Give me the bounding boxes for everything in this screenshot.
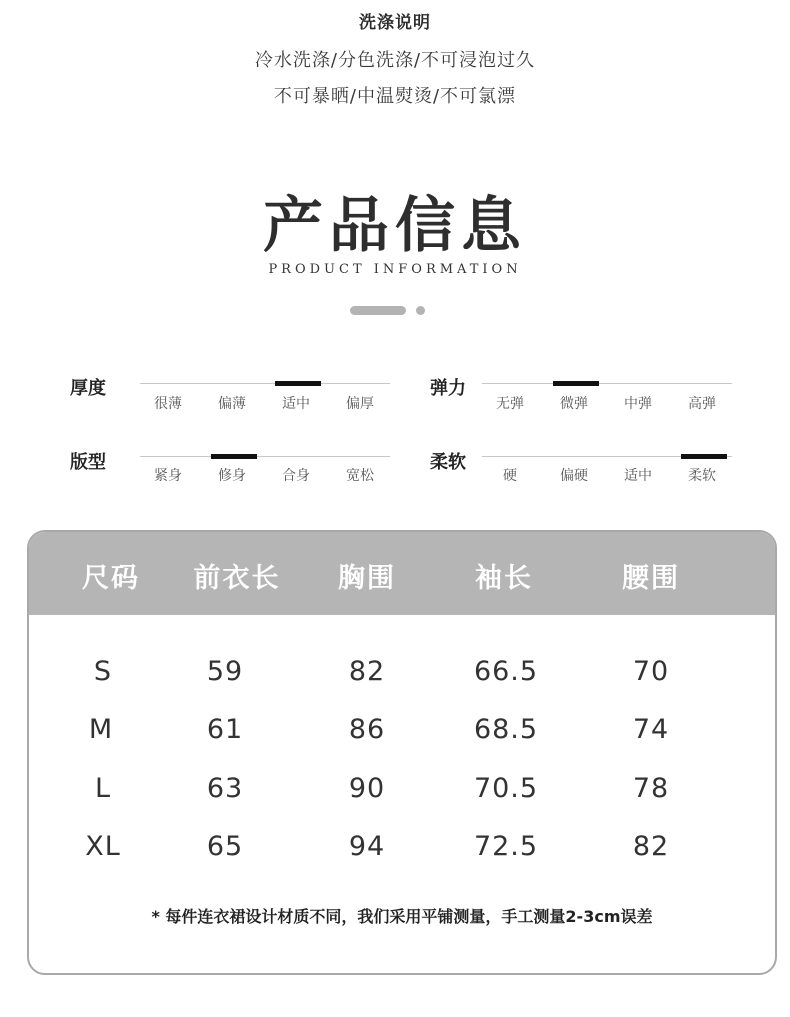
- table-cell: M: [88, 714, 114, 745]
- table-cell: 70: [632, 656, 670, 687]
- table-cell: XL: [85, 831, 121, 862]
- column-header-front-length: 前衣长: [193, 563, 281, 594]
- table-cell: 94: [348, 831, 386, 862]
- table-cell: 65: [206, 831, 244, 862]
- table-cell: 63: [206, 773, 244, 804]
- scale-option: 宽松: [346, 468, 374, 484]
- decorative-pill: [350, 306, 406, 315]
- scale-option: 柔软: [688, 468, 716, 484]
- table-cell: 82: [632, 831, 670, 862]
- table-cell: 59: [206, 656, 244, 687]
- measurement-note: * 每件连衣裙设计材质不同，我们采用平铺测量，手工测量2-3cm误差: [151, 907, 653, 926]
- scale-option: 偏薄: [218, 396, 246, 412]
- elasticity-scale-line: [482, 383, 732, 384]
- table-cell: S: [93, 656, 113, 687]
- scale-option: 硬: [503, 468, 517, 484]
- scale-option: 偏硬: [560, 468, 588, 484]
- softness-selected-mark: [681, 454, 727, 459]
- table-cell: 78: [632, 773, 670, 804]
- attr-label-softness: 柔软: [430, 452, 466, 473]
- scale-option: 很薄: [154, 396, 182, 412]
- table-cell: 61: [206, 714, 244, 745]
- scale-option: 修身: [218, 468, 246, 484]
- column-header-waist: 腰围: [622, 563, 680, 594]
- scale-option: 适中: [624, 468, 652, 484]
- scale-option: 高弹: [688, 396, 716, 412]
- column-header-sleeve-length: 袖长: [475, 563, 533, 594]
- thickness-scale-line: [140, 383, 390, 384]
- decorative-dot: [416, 306, 425, 315]
- scale-option: 适中: [282, 396, 310, 412]
- product-info-subtitle: PRODUCT INFORMATION: [268, 262, 522, 277]
- scale-option: 微弹: [560, 396, 588, 412]
- scale-option: 合身: [282, 468, 310, 484]
- wash-instructions-line: 冷水洗涤/分色洗涤/不可浸泡过久: [254, 50, 536, 71]
- thickness-selected-mark: [275, 381, 321, 386]
- fit-selected-mark: [211, 454, 257, 459]
- fit-scale-line: [140, 456, 390, 457]
- scale-option: 偏厚: [346, 396, 374, 412]
- table-cell: 86: [348, 714, 386, 745]
- table-cell: 72.5: [473, 831, 539, 862]
- attr-label-fit: 版型: [70, 452, 106, 473]
- column-header-bust: 胸围: [338, 563, 396, 594]
- scale-option: 紧身: [154, 468, 182, 484]
- table-cell: 74: [632, 714, 670, 745]
- table-cell: 66.5: [473, 656, 539, 687]
- elasticity-selected-mark: [553, 381, 599, 386]
- size-table-header: [29, 532, 775, 615]
- product-info-title: 产品信息: [263, 191, 527, 261]
- attr-label-thickness: 厚度: [70, 378, 106, 399]
- attr-label-elasticity: 弹力: [430, 378, 466, 399]
- table-cell: L: [94, 773, 112, 804]
- table-cell: 68.5: [473, 714, 539, 745]
- size-table-card: [27, 530, 777, 975]
- scale-option: 无弹: [496, 396, 524, 412]
- table-cell: 70.5: [473, 773, 539, 804]
- wash-instructions-title: 洗涤说明: [359, 13, 431, 33]
- table-cell: 90: [348, 773, 386, 804]
- table-cell: 82: [348, 656, 386, 687]
- column-header-size: 尺码: [82, 563, 140, 594]
- wash-instructions-line: 不可暴晒/中温熨烫/不可氯漂: [273, 86, 517, 107]
- scale-option: 中弹: [624, 396, 652, 412]
